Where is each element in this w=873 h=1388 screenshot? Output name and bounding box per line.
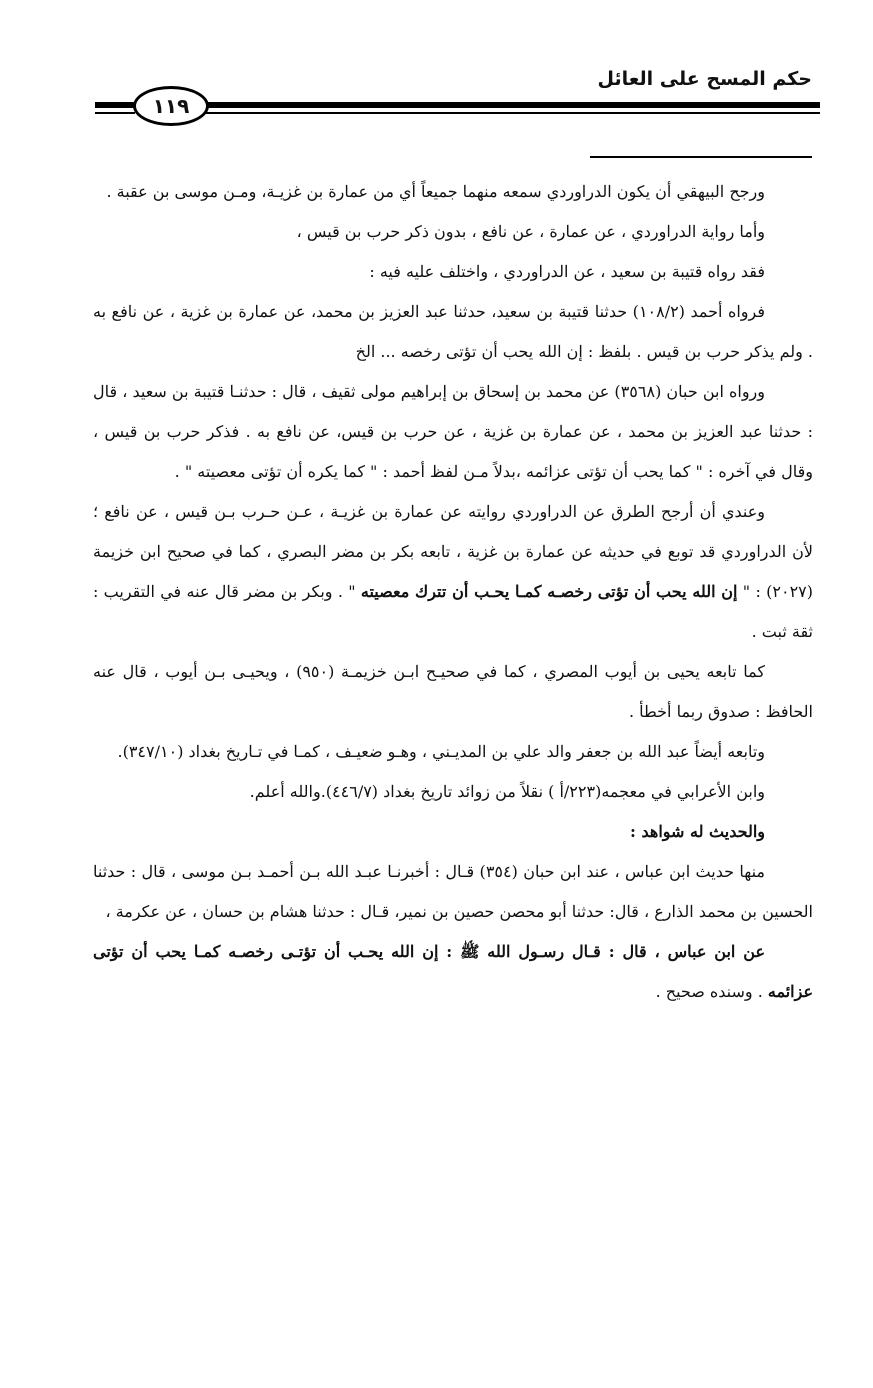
text-segment: " . وبكر بن مضر قال عنه في التقريب : ثقة ثبت . [93, 582, 813, 641]
paragraph: منها حديث ابن عباس ، عند ابن حبان (٣٥٤) قـال : أخبرنـا عبـد الله بـن أحمـد بـن موسى ، قال : حدثنا الحسين بن محمد الذارع ، قال: حدثنا أبو محصن حصين بن نمير، قـال : حدثنا هشام بن حسان ، عن عكرمة ، [93, 862, 813, 921]
bold-quote: عن ابن عباس ، قال : قـال رسـول الله ﷺ : إن الله يحـب أن تؤتـى رخصـه كمـا يحب أن تؤتى عزائمه [93, 942, 813, 1001]
paragraph: وابن الأعرابي في معجمه(٢٢٣/أ ) نقلاً من زوائد تاريخ بغداد (٤٤٦/٧).والله أعلم. [249, 782, 765, 801]
page-number: ١١٩ [133, 86, 209, 126]
text-segment: . وسنده صحيح . [655, 982, 768, 1001]
section-heading: والحديث له شواهد : [630, 822, 765, 841]
header-rule [205, 112, 820, 114]
header-title: حكم المسح على العائل [597, 68, 812, 90]
text-segment: وعندي أن أرجح الطرق عن الدراوردي روايته عن عمارة بن غزيـة ، عـن حـرب بـن قيس ، عن نافع ؛ لأن الدراوردي قد توبع في حديثه عن عمارة بن غزية ، تابعه بكر بن مضر البصري ، كما في صحيح ابن خزيمة (٢٠٢٧) : " [93, 502, 814, 601]
header-rule [205, 102, 820, 108]
header-rule [95, 102, 135, 108]
paragraph: ورواه ابن حبان (٣٥٦٨) عن محمد بن إسحاق بن إبراهيم مولى ثقيف ، قال : حدثنـا قتيبة بن سعيد ، قال : حدثنا عبد العزيز بن محمد ، عن عمارة بن غزية ، عن حرب بن قيس، عن نافع به . فذكر حرب بن قيس ، وقال في آخره : " كما يحب أن تؤتى عزائمه ،بدلاً مـن لفظ أحمد : " كما يكره أن تؤتى معصيته " . [93, 382, 813, 481]
paragraph: فقد رواه قتيبة بن سعيد ، عن الدراوردي ، واختلف عليه فيه : [369, 262, 765, 281]
bold-quote: إن الله يحب أن تؤتى رخصـه كمـا يحـب أن تترك معصيته [360, 582, 738, 601]
paragraph: ورجح البيهقي أن يكون الدراوردي سمعه منهما جميعاً أي من عمارة بن غزيـة، ومـن موسى بن عقبة . [106, 182, 765, 201]
body-text [93, 172, 813, 1012]
paragraph [93, 492, 813, 652]
paragraph: وتابعه أيضاً عبد الله بن جعفر والد علي بن المديـني ، وهـو ضعيـف ، كمـا في تـاريخ بغداد (٣٤٧/١٠). [117, 742, 765, 761]
paragraph: كما تابعه يحيى بن أيوب المصري ، كما في صحيـح ابـن خزيمـة (٩٥٠) ، ويحيـى بـن أيوب ، قال عنه الحافظ : صدوق ربما أخطأ . [93, 662, 813, 721]
header-rule [95, 112, 135, 114]
paragraph: وأما رواية الدراوردي ، عن عمارة ، عن نافع ، بدون ذكر حرب بن قيس ، [296, 222, 765, 241]
paragraph [93, 932, 813, 1012]
paragraph: فرواه أحمد (١٠٨/٢) حدثنا قتيبة بن سعيد، حدثنا عبد العزيز بن محمد، عن عمارة بن غزية ، عن نافع به . ولم يذكر حرب بن قيس . بلفظ : إن الله يحب أن تؤتى رخصه ... الخ [93, 302, 813, 361]
running-header [95, 68, 820, 128]
separator-rule [590, 156, 812, 158]
